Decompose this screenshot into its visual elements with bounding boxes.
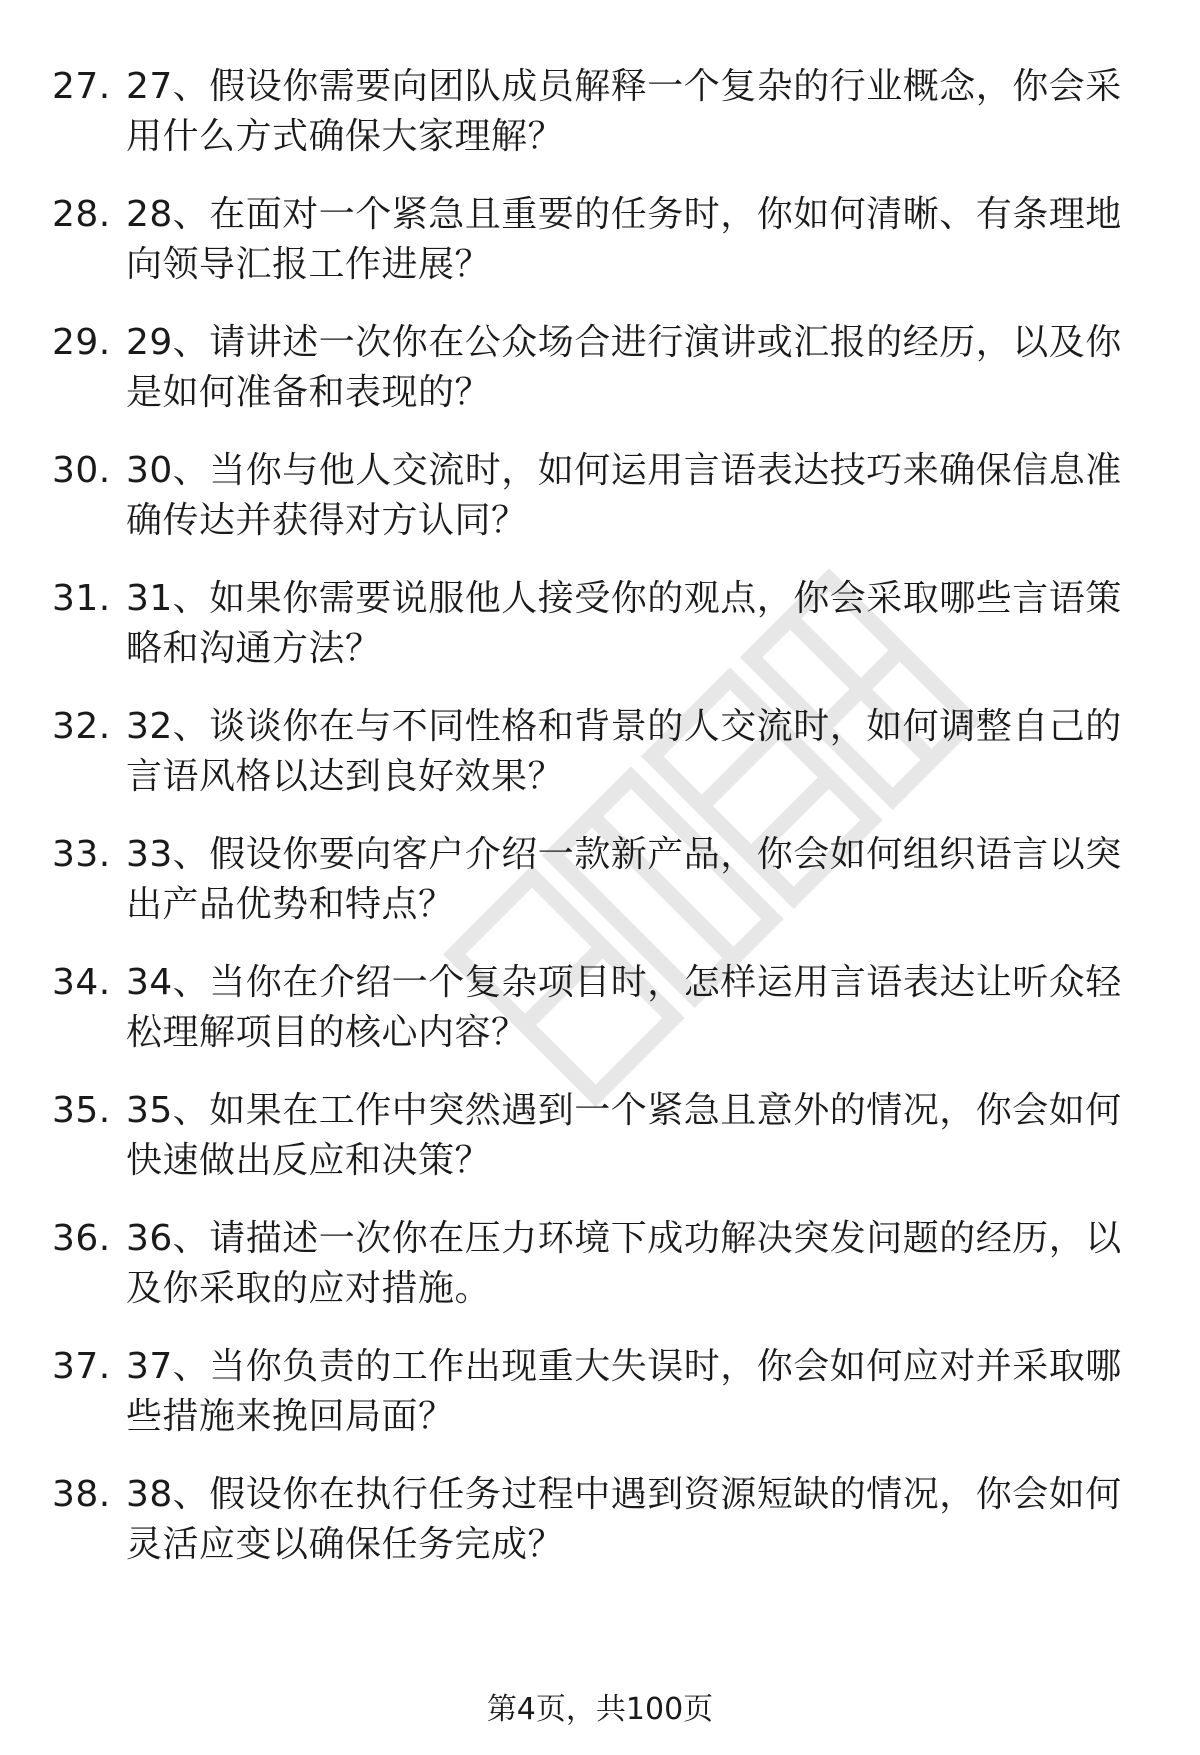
question-number: 37. xyxy=(52,1346,111,1387)
question-text: 34、当你在介绍一个复杂项目时，怎样运用言语表达让听众轻松理解项目的核心内容？ xyxy=(126,962,1122,1053)
question-item xyxy=(0,178,1200,306)
question-number: 33. xyxy=(52,834,111,875)
question-number: 35. xyxy=(52,1090,111,1131)
question-item xyxy=(0,946,1200,1074)
question-text: 33、假设你要向客户介绍一款新产品，你会如何组织语言以突出产品优势和特点？ xyxy=(126,834,1122,925)
page-number-label: 第4页，共100页 xyxy=(486,1692,714,1727)
question-item xyxy=(0,1202,1200,1330)
question-item xyxy=(0,1074,1200,1202)
question-item xyxy=(0,562,1200,690)
question-item xyxy=(0,1330,1200,1458)
page-footer xyxy=(0,1690,1200,1730)
question-number: 32. xyxy=(52,706,111,747)
question-number: 27. xyxy=(52,66,111,107)
question-number: 30. xyxy=(52,450,111,491)
question-number: 36. xyxy=(52,1218,111,1259)
question-number: 29. xyxy=(52,322,111,363)
question-text: 32、谈谈你在与不同性格和背景的人交流时，如何调整自己的言语风格以达到良好效果？ xyxy=(126,706,1122,797)
question-item xyxy=(0,1458,1200,1586)
question-text: 35、如果在工作中突然遇到一个紧急且意外的情况，你会如何快速做出反应和决策？ xyxy=(126,1090,1122,1181)
question-text: 27、假设你需要向团队成员解释一个复杂的行业概念，你会采用什么方式确保大家理解？ xyxy=(126,66,1122,157)
question-item xyxy=(0,434,1200,562)
question-item xyxy=(0,818,1200,946)
question-item xyxy=(0,690,1200,818)
question-text: 29、请讲述一次你在公众场合进行演讲或汇报的经历，以及你是如何准备和表现的？ xyxy=(126,322,1122,413)
question-number: 28. xyxy=(52,194,111,235)
question-text: 37、当你负责的工作出现重大失误时，你会如何应对并采取哪些措施来挽回局面？ xyxy=(126,1346,1122,1437)
question-number: 31. xyxy=(52,578,111,619)
question-text: 36、请描述一次你在压力环境下成功解决突发问题的经历，以及你采取的应对措施。 xyxy=(126,1218,1122,1309)
question-item xyxy=(0,306,1200,434)
question-list xyxy=(0,50,1200,1586)
question-text: 30、当你与他人交流时，如何运用言语表达技巧来确保信息准确传达并获得对方认同？ xyxy=(126,450,1122,541)
question-text: 28、在面对一个紧急且重要的任务时，你如何清晰、有条理地向领导汇报工作进展？ xyxy=(126,194,1122,285)
question-number: 38. xyxy=(52,1474,111,1515)
question-text: 38、假设你在执行任务过程中遇到资源短缺的情况，你会如何灵活应变以确保任务完成？ xyxy=(126,1474,1122,1565)
question-item xyxy=(0,50,1200,178)
question-text: 31、如果你需要说服他人接受你的观点，你会采取哪些言语策略和沟通方法？ xyxy=(126,578,1122,669)
question-number: 34. xyxy=(52,962,111,1003)
